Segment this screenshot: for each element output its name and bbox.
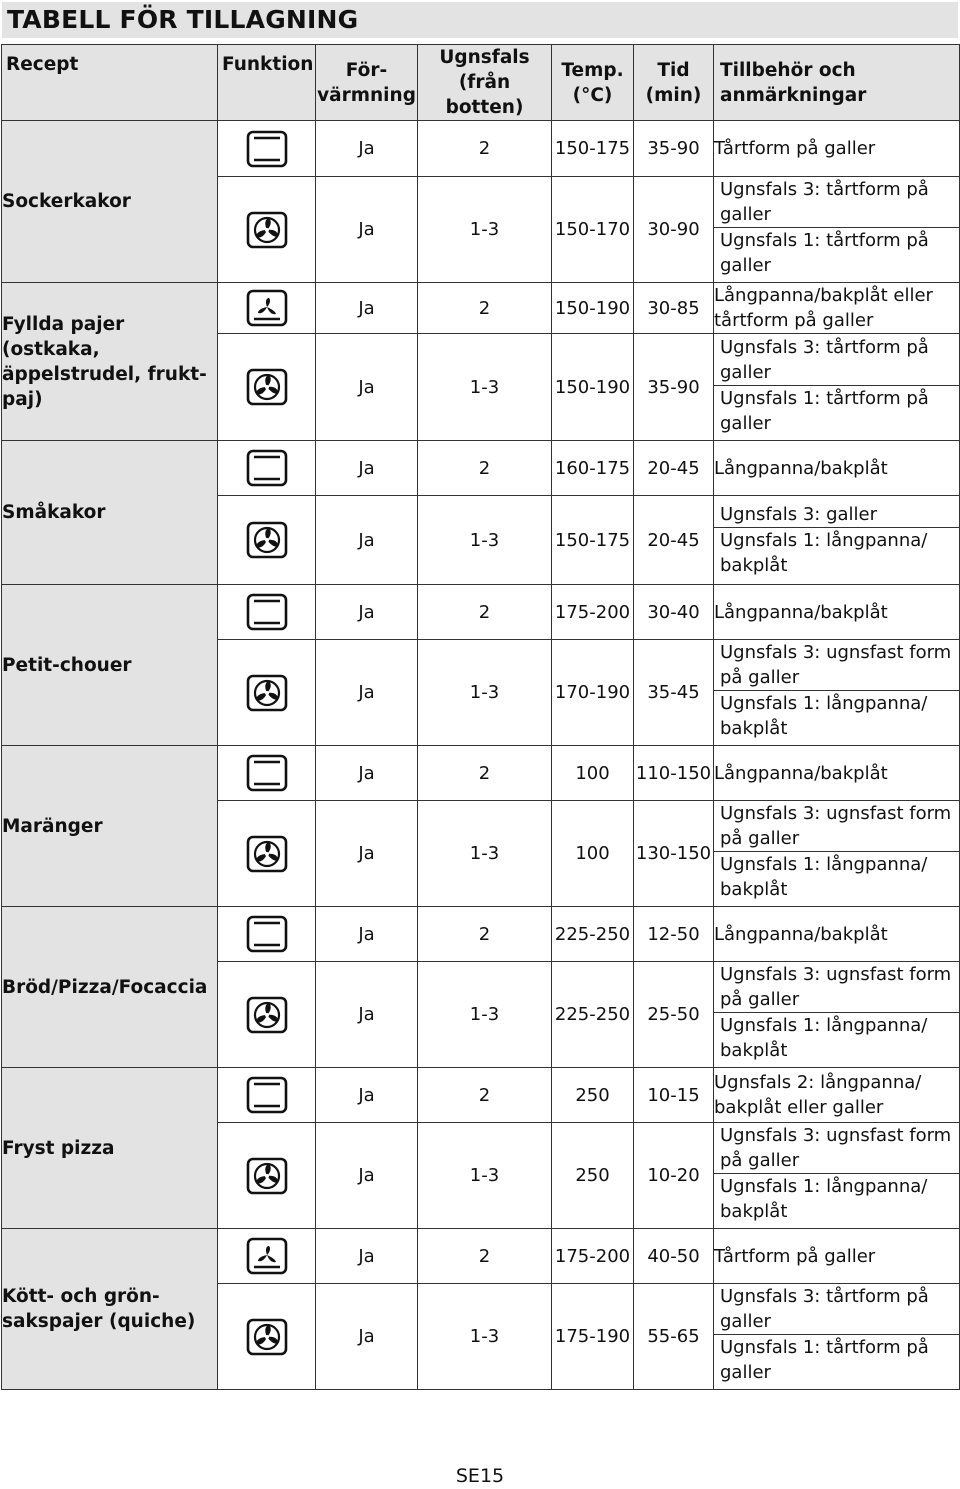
- table-row: [2, 283, 960, 334]
- conventional-oven-icon: [245, 753, 289, 793]
- header-preheat-line-1: För-: [345, 59, 388, 81]
- note-line: Långpanna/bakplåt: [714, 601, 888, 623]
- recipe-cell: [2, 121, 218, 283]
- preheat-cell: Ja: [316, 907, 418, 962]
- table-row: [2, 1229, 960, 1284]
- function-cell: [218, 585, 316, 640]
- function-cell: [218, 801, 316, 907]
- shelf-cell: 1-3: [418, 801, 552, 907]
- temp-cell: 160-175: [552, 441, 634, 496]
- notes-cell: [714, 746, 960, 801]
- fan-oven-icon: [245, 834, 289, 874]
- time-cell: 20-45: [634, 496, 714, 585]
- shelf-cell: 1-3: [418, 496, 552, 585]
- note-line: Ugnsfals 1: tårtform på galler: [714, 385, 959, 439]
- function-cell: [218, 1068, 316, 1123]
- conventional-oven-icon: [245, 129, 289, 169]
- header-notes-line-1: Tillbehör och: [720, 59, 856, 81]
- shelf-cell: 1-3: [418, 1123, 552, 1229]
- preheat-cell: Ja: [316, 640, 418, 746]
- time-cell: 110-150: [634, 746, 714, 801]
- temp-cell: 175-200: [552, 1229, 634, 1284]
- header-shelf: [418, 45, 552, 121]
- note-line: Ugnsfals 3: ugnsfast form på galler: [720, 803, 952, 849]
- recipe-cell: [2, 1068, 218, 1229]
- recipe-name-line: Bröd/Pizza/Focaccia: [2, 976, 208, 998]
- notes-cell: [714, 585, 960, 640]
- time-cell: 30-40: [634, 585, 714, 640]
- preheat-cell: Ja: [316, 1229, 418, 1284]
- time-cell: 30-90: [634, 177, 714, 283]
- note-line: Ugnsfals 1: långpanna/ bakplåt: [714, 851, 959, 906]
- header-time-line-1: Tid: [657, 59, 690, 81]
- temp-cell: 170-190: [552, 640, 634, 746]
- function-cell: [218, 496, 316, 585]
- note-line: Ugnsfals 1: långpanna/ bakplåt: [714, 1173, 959, 1228]
- function-cell: [218, 441, 316, 496]
- cooking-table: [1, 44, 960, 1390]
- temp-cell: 250: [552, 1123, 634, 1229]
- fan-oven-icon: [245, 1156, 289, 1196]
- recipe-cell: [2, 585, 218, 746]
- fan-oven-icon: [245, 210, 289, 250]
- note-line: Tårtform på galler: [714, 138, 876, 159]
- header-temp-line-2: (°C): [572, 84, 613, 106]
- notes-cell: [714, 496, 960, 585]
- notes-cell: [714, 801, 960, 907]
- shelf-cell: 2: [418, 1229, 552, 1284]
- table-row: [2, 746, 960, 801]
- shelf-cell: 1-3: [418, 640, 552, 746]
- shelf-cell: 2: [418, 585, 552, 640]
- notes-cell: [714, 334, 960, 441]
- header-notes-line-2: anmärkningar: [720, 84, 867, 106]
- header-time-line-2: (min): [645, 84, 702, 106]
- fan-oven-icon: [245, 520, 289, 560]
- notes-cell: [714, 640, 960, 746]
- header-recipe: Recept: [2, 45, 218, 121]
- note-line: Ugnsfals 3: tårtform på galler: [720, 1286, 929, 1332]
- preheat-cell: Ja: [316, 1068, 418, 1123]
- preheat-cell: Ja: [316, 962, 418, 1068]
- note-line: Ugnsfals 2: långpanna/ bakplåt eller galler: [714, 1072, 922, 1118]
- notes-cell: [714, 1229, 960, 1284]
- function-cell: [218, 962, 316, 1068]
- function-cell: [218, 1229, 316, 1284]
- temp-cell: 100: [552, 746, 634, 801]
- table-row: [2, 907, 960, 962]
- preheat-cell: Ja: [316, 1123, 418, 1229]
- note-line: Ugnsfals 1: långpanna/ bakplåt: [714, 527, 959, 578]
- recipe-name-line: Petit-chouer: [2, 654, 132, 676]
- time-cell: 25-50: [634, 962, 714, 1068]
- function-cell: [218, 334, 316, 441]
- preheat-cell: Ja: [316, 334, 418, 441]
- shelf-cell: 1-3: [418, 1284, 552, 1390]
- notes-cell: [714, 441, 960, 496]
- preheat-cell: Ja: [316, 1284, 418, 1390]
- temp-cell: 150-170: [552, 177, 634, 283]
- time-cell: 55-65: [634, 1284, 714, 1390]
- recipe-name-line: Maränger: [2, 815, 103, 837]
- function-cell: [218, 177, 316, 283]
- temp-cell: 225-250: [552, 907, 634, 962]
- recipe-name-line: Småkakor: [2, 502, 106, 523]
- notes-cell: [714, 962, 960, 1068]
- time-cell: 10-15: [634, 1068, 714, 1123]
- note-line: Långpanna/bakplåt: [714, 457, 888, 479]
- preheat-cell: Ja: [316, 177, 418, 283]
- bottom-fan-icon: [245, 288, 289, 328]
- fan-oven-icon: [245, 1317, 289, 1357]
- function-cell: [218, 746, 316, 801]
- header-temp-line-1: Temp.: [561, 59, 624, 81]
- note-line: Ugnsfals 3: tårtform på galler: [720, 179, 929, 225]
- temp-cell: 150-175: [552, 496, 634, 585]
- header-shelf-line-2: (från botten): [445, 72, 524, 118]
- recipe-name-line: Fyllda pajer (ostkaka,: [2, 313, 125, 360]
- note-line: Tårtform på galler: [714, 1245, 876, 1267]
- note-line: Långpanna/bakplåt: [714, 762, 888, 784]
- note-line: Ugnsfals 3: tårtform på galler: [720, 337, 929, 383]
- temp-cell: 150-190: [552, 334, 634, 441]
- header-notes: [714, 45, 960, 121]
- time-cell: 130-150: [634, 801, 714, 907]
- shelf-cell: 2: [418, 283, 552, 334]
- shelf-cell: 2: [418, 907, 552, 962]
- time-cell: 20-45: [634, 441, 714, 496]
- table-row: [2, 121, 960, 177]
- function-cell: [218, 1284, 316, 1390]
- header-preheat: [316, 45, 418, 121]
- note-line: Ugnsfals 1: långpanna/ bakplåt: [714, 690, 959, 745]
- preheat-cell: Ja: [316, 283, 418, 334]
- recipe-cell: [2, 746, 218, 907]
- bottom-fan-icon: [245, 1236, 289, 1276]
- recipe-name-line: Fryst pizza: [2, 1137, 115, 1159]
- time-cell: 12-50: [634, 907, 714, 962]
- temp-cell: 150-190: [552, 283, 634, 334]
- function-cell: [218, 121, 316, 177]
- recipe-name-line: äppelstrudel, frukt-: [2, 363, 207, 385]
- recipe-cell: [2, 283, 218, 441]
- table-row: [2, 585, 960, 640]
- shelf-cell: 2: [418, 746, 552, 801]
- recipe-cell: [2, 441, 218, 585]
- page-number: SE15: [455, 1465, 505, 1487]
- shelf-cell: 1-3: [418, 334, 552, 441]
- shelf-cell: 2: [418, 1068, 552, 1123]
- preheat-cell: Ja: [316, 585, 418, 640]
- table-body: [2, 121, 960, 1390]
- recipe-name-line: sakspajer (quiche): [2, 1311, 196, 1332]
- function-cell: [218, 640, 316, 746]
- note-line: Ugnsfals 1: långpanna/ bakplåt: [714, 1012, 959, 1067]
- time-cell: 35-45: [634, 640, 714, 746]
- temp-cell: 250: [552, 1068, 634, 1123]
- recipe-name-line: Kött- och grön-: [2, 1286, 160, 1307]
- recipe-name-line: Sockerkakor: [2, 191, 131, 212]
- notes-cell: [714, 283, 960, 334]
- conventional-oven-icon: [245, 914, 289, 954]
- temp-cell: 175-190: [552, 1284, 634, 1390]
- preheat-cell: Ja: [316, 441, 418, 496]
- time-cell: 30-85: [634, 283, 714, 334]
- conventional-oven-icon: [245, 592, 289, 632]
- note-line: Ugnsfals 1: tårtform på galler: [714, 1334, 959, 1389]
- recipe-name-line: paj): [2, 388, 43, 410]
- table-row: [2, 1068, 960, 1123]
- header-function: Funktion: [218, 45, 316, 121]
- fan-oven-icon: [245, 995, 289, 1035]
- conventional-oven-icon: [245, 448, 289, 488]
- header-shelf-line-1: Ugnsfals: [439, 47, 530, 68]
- table-header-row: [2, 45, 960, 121]
- note-line: Ugnsfals 3: ugnsfast form på galler: [720, 964, 952, 1010]
- time-cell: 35-90: [634, 121, 714, 177]
- preheat-cell: Ja: [316, 746, 418, 801]
- temp-cell: 225-250: [552, 962, 634, 1068]
- preheat-cell: Ja: [316, 496, 418, 585]
- page-title: TABELL FÖR TILLAGNING: [2, 2, 958, 38]
- note-line: Långpanna/bakplåt: [714, 923, 888, 945]
- shelf-cell: 1-3: [418, 177, 552, 283]
- note-line: Ugnsfals 3: ugnsfast form på galler: [720, 1125, 952, 1171]
- shelf-cell: 2: [418, 441, 552, 496]
- shelf-cell: 2: [418, 121, 552, 177]
- shelf-cell: 1-3: [418, 962, 552, 1068]
- conventional-oven-icon: [245, 1075, 289, 1115]
- notes-cell: [714, 1123, 960, 1229]
- temp-cell: 100: [552, 801, 634, 907]
- function-cell: [218, 1123, 316, 1229]
- fan-oven-icon: [245, 673, 289, 713]
- notes-cell: [714, 907, 960, 962]
- notes-cell: [714, 121, 960, 177]
- note-line: Ugnsfals 3: ugnsfast form på galler: [720, 642, 952, 688]
- fan-oven-icon: [245, 367, 289, 407]
- time-cell: 10-20: [634, 1123, 714, 1229]
- time-cell: 35-90: [634, 334, 714, 441]
- recipe-cell: [2, 1229, 218, 1390]
- function-cell: [218, 907, 316, 962]
- recipe-cell: [2, 907, 218, 1068]
- note-line: Ugnsfals 1: tårtform på galler: [714, 227, 959, 282]
- note-line: Långpanna/bakplåt eller tårtform på galler: [714, 285, 933, 331]
- notes-cell: [714, 1284, 960, 1390]
- function-cell: [218, 283, 316, 334]
- notes-cell: [714, 1068, 960, 1123]
- time-cell: 40-50: [634, 1229, 714, 1284]
- header-preheat-line-2: värmning: [317, 84, 416, 106]
- header-temp: [552, 45, 634, 121]
- header-time: [634, 45, 714, 121]
- table-row: [2, 441, 960, 496]
- temp-cell: 175-200: [552, 585, 634, 640]
- preheat-cell: Ja: [316, 801, 418, 907]
- note-line: Ugnsfals 3: galler: [720, 504, 878, 525]
- preheat-cell: Ja: [316, 121, 418, 177]
- temp-cell: 150-175: [552, 121, 634, 177]
- notes-cell: [714, 177, 960, 283]
